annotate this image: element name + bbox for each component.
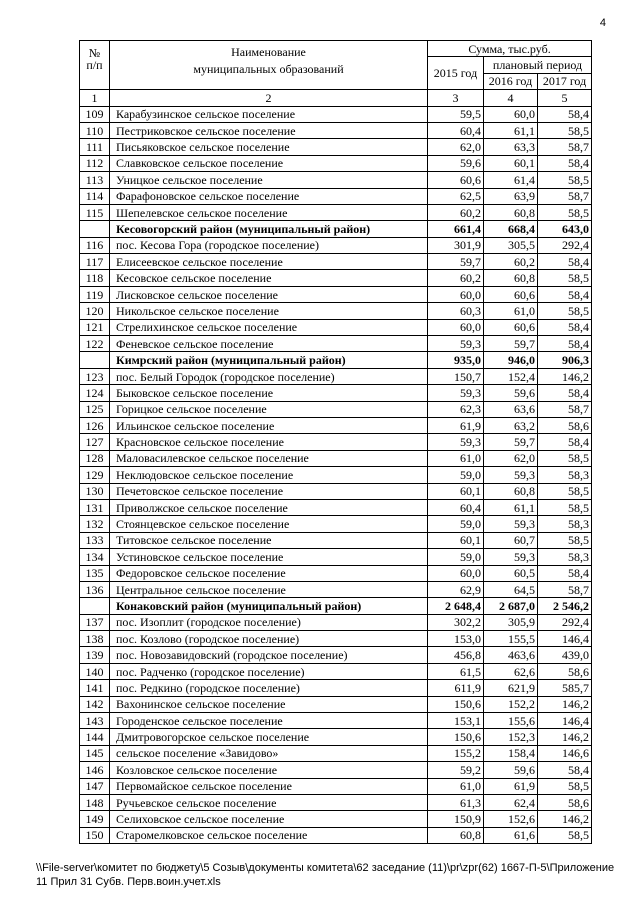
value-2015: 59,3	[428, 336, 484, 352]
row-number: 122	[80, 336, 110, 352]
row-number	[80, 221, 110, 237]
row-number: 134	[80, 549, 110, 565]
table-row	[80, 417, 592, 433]
value-2015: 456,8	[428, 647, 484, 663]
value-2017: 58,5	[538, 450, 592, 466]
header-number: № п/п	[80, 41, 110, 90]
value-2016: 61,1	[484, 122, 538, 138]
table-row	[80, 106, 592, 122]
value-2015: 60,2	[428, 270, 484, 286]
value-2017: 146,2	[538, 811, 592, 827]
table-row	[80, 827, 592, 843]
value-2017: 58,3	[538, 549, 592, 565]
page-number: 4	[599, 17, 606, 29]
value-2015: 59,3	[428, 385, 484, 401]
table-row	[80, 336, 592, 352]
value-2015: 60,0	[428, 565, 484, 581]
value-2016: 60,8	[484, 204, 538, 220]
table-row	[80, 139, 592, 155]
value-2015: 153,0	[428, 631, 484, 647]
table-row	[80, 647, 592, 663]
row-number: 133	[80, 532, 110, 548]
value-2017: 58,4	[538, 434, 592, 450]
table-row	[80, 811, 592, 827]
header-planned-period: плановый период	[484, 57, 592, 73]
value-2016: 61,1	[484, 499, 538, 515]
row-number: 126	[80, 417, 110, 433]
value-2017: 58,3	[538, 516, 592, 532]
municipality-name: Федоровское сельское поселение	[110, 565, 428, 581]
municipality-name: Кесовское сельское поселение	[110, 270, 428, 286]
value-2015: 60,1	[428, 483, 484, 499]
header-sum: Сумма, тыс.руб.	[428, 41, 592, 57]
value-2015: 60,1	[428, 532, 484, 548]
municipality-name: пос. Козлово (городское поселение)	[110, 631, 428, 647]
value-2017: 58,3	[538, 467, 592, 483]
value-2016: 60,2	[484, 254, 538, 270]
row-number: 148	[80, 794, 110, 810]
value-2017: 58,5	[538, 172, 592, 188]
municipality-name: Конаковский район (муниципальный район)	[110, 598, 428, 614]
table-row	[80, 549, 592, 565]
table-header	[80, 41, 592, 107]
value-2017: 58,7	[538, 401, 592, 417]
municipality-name: Устиновское сельское поселение	[110, 549, 428, 565]
value-2017: 58,4	[538, 254, 592, 270]
value-2016: 2 687,0	[484, 598, 538, 614]
value-2017: 58,4	[538, 155, 592, 171]
table-row	[80, 499, 592, 515]
row-number: 125	[80, 401, 110, 417]
municipality-name: Стоянцевское сельское поселение	[110, 516, 428, 532]
value-2015: 60,0	[428, 319, 484, 335]
row-number: 144	[80, 729, 110, 745]
value-2015: 61,9	[428, 417, 484, 433]
value-2015: 59,0	[428, 516, 484, 532]
table-row	[80, 286, 592, 302]
row-number: 140	[80, 663, 110, 679]
municipality-name: Кесовогорский район (муниципальный район)	[110, 221, 428, 237]
municipality-name: Уницкое сельское поселение	[110, 172, 428, 188]
value-2015: 2 648,4	[428, 598, 484, 614]
table-row	[80, 696, 592, 712]
value-2015: 61,5	[428, 663, 484, 679]
row-number: 123	[80, 368, 110, 384]
value-2015: 611,9	[428, 680, 484, 696]
municipality-name: Титовское сельское поселение	[110, 532, 428, 548]
value-2015: 61,3	[428, 794, 484, 810]
row-number	[80, 352, 110, 368]
value-2017: 58,5	[538, 778, 592, 794]
table-row	[80, 729, 592, 745]
row-number: 116	[80, 237, 110, 253]
value-2015: 59,6	[428, 155, 484, 171]
value-2015: 62,9	[428, 581, 484, 597]
municipality-name: Быковское сельское поселение	[110, 385, 428, 401]
value-2017: 146,2	[538, 696, 592, 712]
row-number: 149	[80, 811, 110, 827]
header-2017: 2017 год	[538, 73, 592, 89]
value-2016: 152,6	[484, 811, 538, 827]
colnum-5: 5	[538, 90, 592, 106]
table-row	[80, 762, 592, 778]
row-number: 137	[80, 614, 110, 630]
value-2016: 60,1	[484, 155, 538, 171]
municipality-name: Дмитровогорское сельское поселение	[110, 729, 428, 745]
row-number: 127	[80, 434, 110, 450]
table-body	[80, 106, 592, 844]
value-2017: 58,4	[538, 286, 592, 302]
value-2016: 60,6	[484, 286, 538, 302]
value-2016: 63,2	[484, 417, 538, 433]
value-2016: 63,6	[484, 401, 538, 417]
row-number: 147	[80, 778, 110, 794]
value-2017: 146,4	[538, 631, 592, 647]
row-number: 119	[80, 286, 110, 302]
district-row	[80, 598, 592, 614]
row-number: 142	[80, 696, 110, 712]
value-2017: 146,2	[538, 368, 592, 384]
municipality-name: пос. Редкино (городское поселение)	[110, 680, 428, 696]
municipality-name: пос. Радченко (городское поселение)	[110, 663, 428, 679]
value-2017: 146,2	[538, 729, 592, 745]
table-row	[80, 483, 592, 499]
district-row	[80, 352, 592, 368]
table-row	[80, 467, 592, 483]
row-number: 143	[80, 713, 110, 729]
value-2017: 58,5	[538, 827, 592, 843]
colnum-4: 4	[484, 90, 538, 106]
table-row	[80, 122, 592, 138]
table-row	[80, 745, 592, 761]
municipality-name: Маловасилевское сельское поселение	[110, 450, 428, 466]
value-2016: 61,6	[484, 827, 538, 843]
header-name: Наименование муниципальных образований	[110, 41, 428, 90]
value-2017: 58,7	[538, 188, 592, 204]
municipality-name: Неклюдовское сельское поселение	[110, 467, 428, 483]
colnum-3: 3	[428, 90, 484, 106]
municipality-name: пос. Новозавидовский (городское поселение)	[110, 647, 428, 663]
row-number: 138	[80, 631, 110, 647]
value-2016: 61,9	[484, 778, 538, 794]
row-number: 113	[80, 172, 110, 188]
municipality-name: Елисеевское сельское поселение	[110, 254, 428, 270]
header-2016: 2016 год	[484, 73, 538, 89]
colnum-1: 1	[80, 90, 110, 106]
value-2016: 59,6	[484, 762, 538, 778]
row-number: 150	[80, 827, 110, 843]
table-row	[80, 401, 592, 417]
municipality-name: Вахонинское сельское поселение	[110, 696, 428, 712]
municipality-name: Печетовское сельское поселение	[110, 483, 428, 499]
value-2016: 59,7	[484, 434, 538, 450]
value-2015: 62,5	[428, 188, 484, 204]
row-number: 111	[80, 139, 110, 155]
table-row	[80, 581, 592, 597]
municipality-name: Красновское сельское поселение	[110, 434, 428, 450]
table-row	[80, 270, 592, 286]
municipality-name: Старомелковское сельское поселение	[110, 827, 428, 843]
value-2016: 61,4	[484, 172, 538, 188]
municipality-name: Городенское сельское поселение	[110, 713, 428, 729]
table-row	[80, 254, 592, 270]
table-row	[80, 188, 592, 204]
municipality-name: Приволжское сельское поселение	[110, 499, 428, 515]
value-2017: 58,4	[538, 565, 592, 581]
value-2017: 292,4	[538, 614, 592, 630]
value-2015: 301,9	[428, 237, 484, 253]
municipality-name: пос. Белый Городок (городское поселение)	[110, 368, 428, 384]
value-2016: 60,7	[484, 532, 538, 548]
table-row	[80, 532, 592, 548]
row-number: 146	[80, 762, 110, 778]
table-row	[80, 368, 592, 384]
row-number: 139	[80, 647, 110, 663]
row-number: 115	[80, 204, 110, 220]
row-number: 121	[80, 319, 110, 335]
value-2016: 59,6	[484, 385, 538, 401]
value-2016: 63,9	[484, 188, 538, 204]
value-2015: 59,5	[428, 106, 484, 122]
value-2015: 59,0	[428, 467, 484, 483]
value-2016: 668,4	[484, 221, 538, 237]
table-row	[80, 303, 592, 319]
value-2016: 946,0	[484, 352, 538, 368]
row-number: 128	[80, 450, 110, 466]
table-row	[80, 204, 592, 220]
row-number: 136	[80, 581, 110, 597]
table-row	[80, 516, 592, 532]
file-path-footer: \\File-server\комитет по бюджету\5 Созыв\документы комитета\62 заседание (11)\pr\zpr(62) 1667-П-5\Приложение 11 Прил 31 Субв. Перв.воин.учет.xls	[36, 862, 615, 888]
value-2017: 58,5	[538, 303, 592, 319]
municipality-name: Центральное сельское поселение	[110, 581, 428, 597]
municipality-name: Первомайское сельское поселение	[110, 778, 428, 794]
value-2016: 62,4	[484, 794, 538, 810]
municipality-name: Славковское сельское поселение	[110, 155, 428, 171]
municipality-name: Пестриковское сельское поселение	[110, 122, 428, 138]
value-2015: 60,4	[428, 122, 484, 138]
value-2016: 305,9	[484, 614, 538, 630]
value-2017: 292,4	[538, 237, 592, 253]
table-row	[80, 434, 592, 450]
table-row	[80, 663, 592, 679]
municipality-name: Ручьевское сельское поселение	[110, 794, 428, 810]
row-number: 124	[80, 385, 110, 401]
value-2015: 150,6	[428, 729, 484, 745]
value-2016: 152,3	[484, 729, 538, 745]
municipality-name: сельское поселение «Завидово»	[110, 745, 428, 761]
municipality-name: Фарафоновское сельское поселение	[110, 188, 428, 204]
municipality-name: Ильинское сельское поселение	[110, 417, 428, 433]
value-2017: 58,5	[538, 483, 592, 499]
value-2016: 60,5	[484, 565, 538, 581]
value-2016: 60,0	[484, 106, 538, 122]
value-2016: 152,4	[484, 368, 538, 384]
value-2016: 305,5	[484, 237, 538, 253]
value-2017: 58,4	[538, 319, 592, 335]
value-2016: 59,3	[484, 549, 538, 565]
table-row	[80, 794, 592, 810]
value-2015: 155,2	[428, 745, 484, 761]
value-2017: 58,4	[538, 336, 592, 352]
value-2016: 155,6	[484, 713, 538, 729]
row-number: 132	[80, 516, 110, 532]
municipality-name: Лисковское сельское поселение	[110, 286, 428, 302]
municipality-name: пос. Кесова Гора (городское поселение)	[110, 237, 428, 253]
table-row	[80, 565, 592, 581]
table-row	[80, 450, 592, 466]
value-2015: 62,0	[428, 139, 484, 155]
value-2016: 62,0	[484, 450, 538, 466]
value-2017: 58,4	[538, 385, 592, 401]
value-2015: 59,0	[428, 549, 484, 565]
table-row	[80, 385, 592, 401]
value-2015: 60,3	[428, 303, 484, 319]
municipality-name: Карабузинское сельское поселение	[110, 106, 428, 122]
value-2017: 439,0	[538, 647, 592, 663]
municipality-name: Письяковское сельское поселение	[110, 139, 428, 155]
value-2015: 153,1	[428, 713, 484, 729]
municipality-name: Шепелевское сельское поселение	[110, 204, 428, 220]
value-2016: 60,6	[484, 319, 538, 335]
value-2015: 150,7	[428, 368, 484, 384]
value-2015: 661,4	[428, 221, 484, 237]
value-2017: 58,6	[538, 794, 592, 810]
value-2015: 61,0	[428, 450, 484, 466]
value-2015: 60,0	[428, 286, 484, 302]
value-2017: 58,4	[538, 106, 592, 122]
municipality-name: Кимрский район (муниципальный район)	[110, 352, 428, 368]
table-row	[80, 631, 592, 647]
value-2017: 58,4	[538, 762, 592, 778]
value-2016: 64,5	[484, 581, 538, 597]
subsidy-table	[79, 40, 592, 844]
table-row	[80, 319, 592, 335]
table-row	[80, 614, 592, 630]
value-2016: 621,9	[484, 680, 538, 696]
row-number: 118	[80, 270, 110, 286]
colnum-2: 2	[110, 90, 428, 106]
value-2015: 935,0	[428, 352, 484, 368]
value-2017: 58,7	[538, 581, 592, 597]
row-number: 120	[80, 303, 110, 319]
value-2016: 59,3	[484, 516, 538, 532]
value-2017: 58,6	[538, 417, 592, 433]
row-number: 141	[80, 680, 110, 696]
value-2017: 2 546,2	[538, 598, 592, 614]
value-2017: 585,7	[538, 680, 592, 696]
municipality-name: Феневское сельское поселение	[110, 336, 428, 352]
municipality-name: Стрелихинское сельское поселение	[110, 319, 428, 335]
value-2017: 146,6	[538, 745, 592, 761]
table-row	[80, 172, 592, 188]
value-2017: 906,3	[538, 352, 592, 368]
value-2016: 62,6	[484, 663, 538, 679]
value-2015: 59,7	[428, 254, 484, 270]
table-row	[80, 713, 592, 729]
row-number: 130	[80, 483, 110, 499]
value-2017: 58,5	[538, 499, 592, 515]
municipality-name: пос. Изоплит (городское поселение)	[110, 614, 428, 630]
row-number: 109	[80, 106, 110, 122]
municipality-name: Селиховское сельское поселение	[110, 811, 428, 827]
value-2016: 152,2	[484, 696, 538, 712]
value-2016: 63,3	[484, 139, 538, 155]
value-2017: 643,0	[538, 221, 592, 237]
value-2015: 60,2	[428, 204, 484, 220]
value-2015: 302,2	[428, 614, 484, 630]
row-number: 117	[80, 254, 110, 270]
municipality-name: Никольское сельское поселение	[110, 303, 428, 319]
row-number: 131	[80, 499, 110, 515]
value-2016: 60,8	[484, 270, 538, 286]
value-2016: 59,7	[484, 336, 538, 352]
value-2016: 155,5	[484, 631, 538, 647]
value-2016: 59,3	[484, 467, 538, 483]
value-2015: 150,9	[428, 811, 484, 827]
value-2017: 146,4	[538, 713, 592, 729]
row-number: 110	[80, 122, 110, 138]
value-2015: 59,2	[428, 762, 484, 778]
value-2017: 58,5	[538, 270, 592, 286]
row-number: 112	[80, 155, 110, 171]
table-row	[80, 237, 592, 253]
municipality-name: Горицкое сельское поселение	[110, 401, 428, 417]
row-number: 114	[80, 188, 110, 204]
value-2015: 61,0	[428, 778, 484, 794]
row-number	[80, 598, 110, 614]
row-number: 145	[80, 745, 110, 761]
municipality-name: Козловское сельское поселение	[110, 762, 428, 778]
value-2015: 59,3	[428, 434, 484, 450]
row-number: 129	[80, 467, 110, 483]
table-row	[80, 155, 592, 171]
value-2017: 58,7	[538, 139, 592, 155]
value-2016: 61,0	[484, 303, 538, 319]
value-2016: 463,6	[484, 647, 538, 663]
value-2015: 150,6	[428, 696, 484, 712]
value-2017: 58,5	[538, 204, 592, 220]
table-row	[80, 778, 592, 794]
value-2016: 60,8	[484, 483, 538, 499]
value-2015: 60,8	[428, 827, 484, 843]
header-2015: 2015 год	[428, 57, 484, 90]
district-row	[80, 221, 592, 237]
table-row	[80, 680, 592, 696]
value-2016: 158,4	[484, 745, 538, 761]
value-2017: 58,5	[538, 532, 592, 548]
value-2017: 58,5	[538, 122, 592, 138]
value-2015: 60,6	[428, 172, 484, 188]
value-2015: 60,4	[428, 499, 484, 515]
value-2017: 58,6	[538, 663, 592, 679]
value-2015: 62,3	[428, 401, 484, 417]
row-number: 135	[80, 565, 110, 581]
